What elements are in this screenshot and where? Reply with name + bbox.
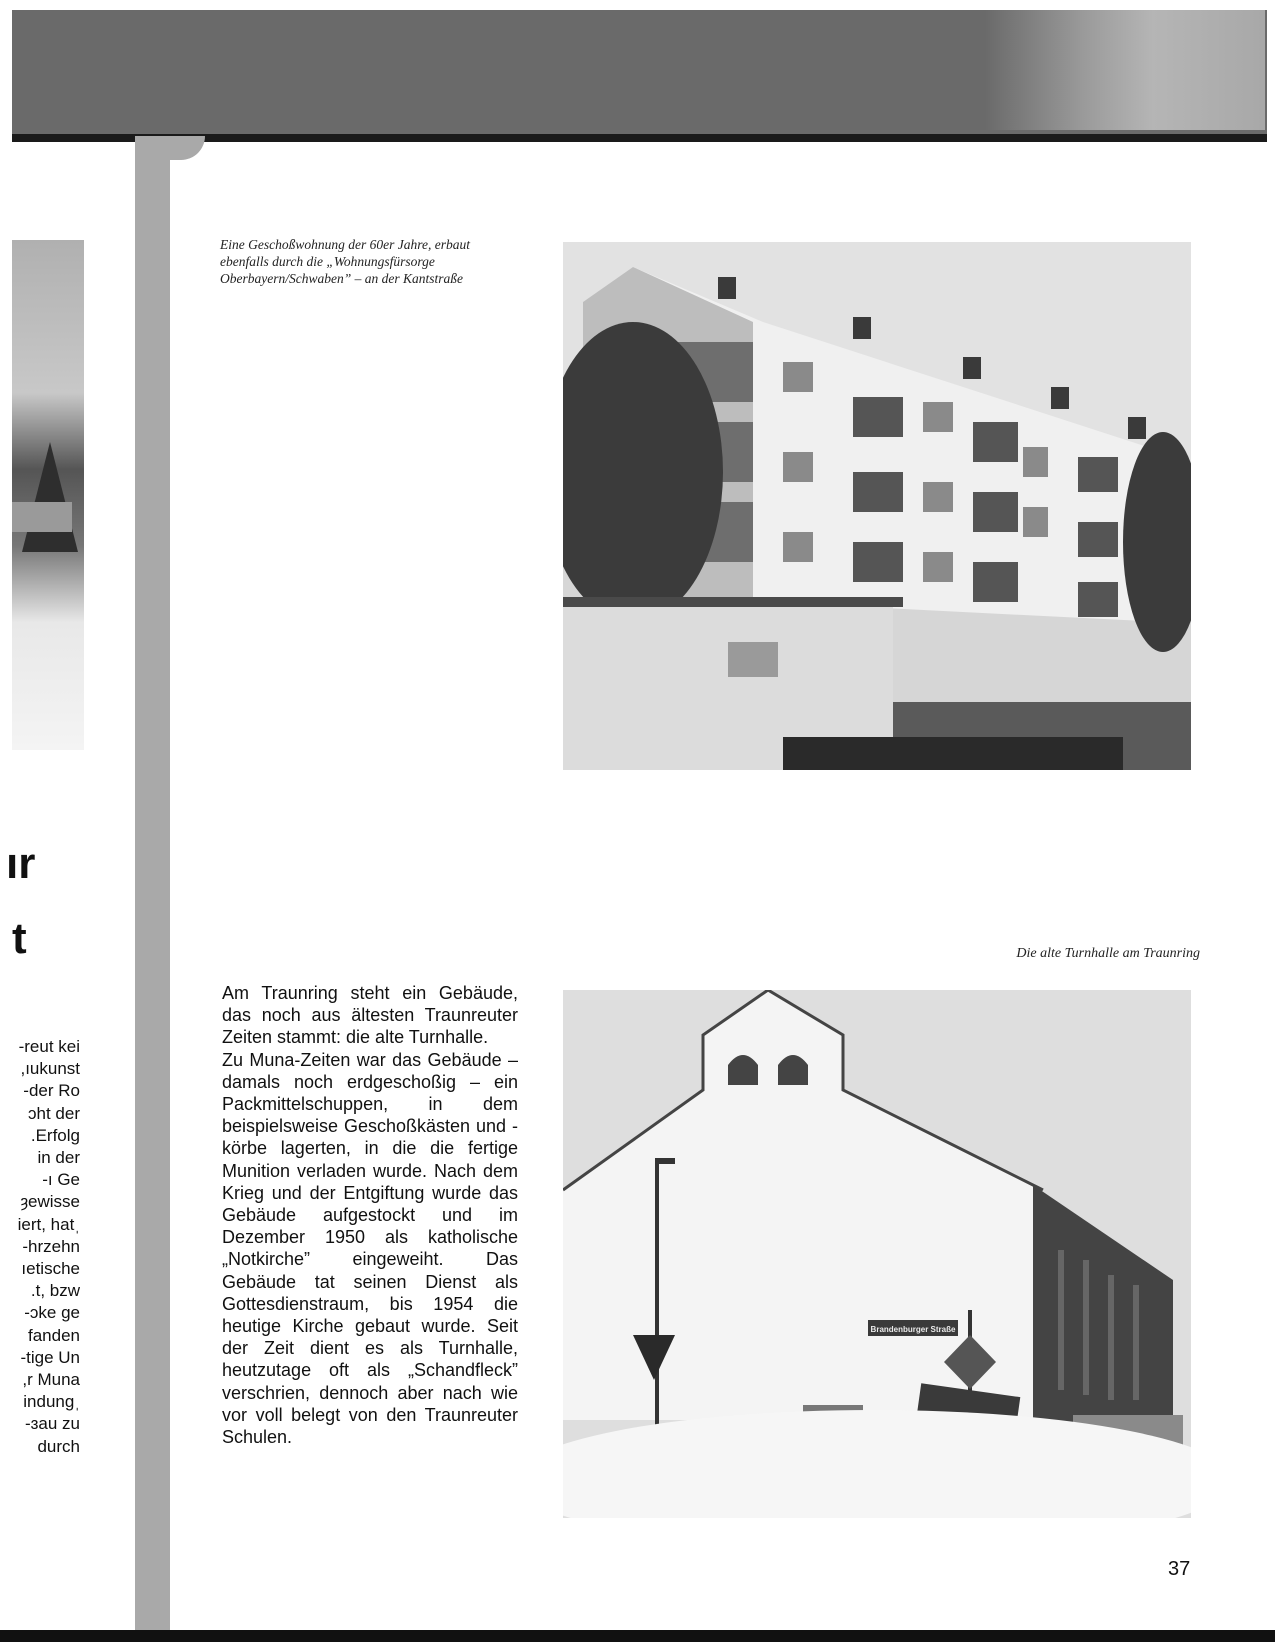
- old-gym-illustration: [563, 990, 1191, 1518]
- previous-page-heading-line1: ır: [6, 839, 36, 888]
- previous-page-line: fanden: [28, 1325, 80, 1345]
- previous-page-line: hrzehn-: [22, 1236, 80, 1256]
- previous-page-photo-roof: [12, 502, 72, 532]
- apartment-building-photo: [563, 242, 1191, 770]
- article-body: [222, 982, 518, 1448]
- previous-page-photo-tree: [22, 442, 78, 552]
- top-scan-band-highlight: [985, 10, 1265, 130]
- previous-page-line: t, bzw.: [30, 1281, 80, 1301]
- binding-gutter: [135, 142, 170, 1632]
- previous-page-line: durch: [37, 1436, 80, 1456]
- previous-page-text: [12, 1036, 80, 1458]
- previous-page-line: ıukunst,: [20, 1059, 80, 1079]
- body-paragraph: Am Traunring steht ein Gebäude, das noch aus ältesten Traunreuter Zeiten stammt: die alte Turnhalle.: [222, 983, 518, 1048]
- gym-photo-caption: Die alte Turnhalle am Traunring: [1016, 946, 1200, 961]
- previous-page-line: in der: [37, 1148, 80, 1168]
- bottom-rule: [0, 1630, 1275, 1642]
- previous-page-line: ɔke ge-: [24, 1303, 80, 1323]
- apartment-photo-caption: Eine Geschoßwohnung der 60er Jahre, erbaut ebenfalls durch die „Wohnungsfürsorge Oberbayern/Schwaben” – an der Kantstraße: [220, 237, 470, 286]
- previous-page-line: r Muna,: [22, 1370, 80, 1390]
- body-paragraph: Zu Muna-Zeiten war das Gebäude – damals noch erdgeschoßig – ein Packmittelschuppen, in dem beispielsweise Geschoßkästen und -körbe lagerten, in die die fertige Munition verladen wurde. Nach dem Krieg und der Entgiftung wurde das Gebäude aufgestockt und im Dezember 1950 als katholische „Notkirche” eingeweiht. Das Gebäude tat seinen Dienst als Gottesdienstraum, bis 1954 die heutige Kirche gebaut wurde. Seit der Zeit dient es als Turnhalle, heutzutage oft als „Schandfleck” verschrien, dennoch aber nach wie vor voll belegt von den Traunreuter Schulen.: [222, 1049, 518, 1448]
- previous-page-line: ȝewisse: [20, 1192, 80, 1212]
- page-number: 37: [1168, 1558, 1191, 1580]
- old-gym-photo: [563, 990, 1191, 1518]
- previous-page-line: Erfolg.: [30, 1125, 80, 1145]
- previous-page-sliver: [0, 142, 136, 1632]
- previous-page-line: ˌindung: [23, 1392, 80, 1412]
- street-sign-label: Brandenburger Straße: [870, 1325, 956, 1334]
- previous-page-line: ıetische: [21, 1259, 80, 1279]
- previous-page-line: der Ro-: [23, 1081, 80, 1101]
- previous-page-line: ɔht der: [28, 1103, 80, 1123]
- previous-page-line: ı Ge-: [42, 1170, 80, 1190]
- apartment-building-illustration: [563, 242, 1191, 770]
- previous-page-line: reut kei-: [18, 1037, 80, 1056]
- previous-page-line: ˌiert, hat: [17, 1214, 80, 1234]
- previous-page-line: ɜau zu-: [24, 1414, 80, 1434]
- previous-page-line: tige Un-: [20, 1347, 80, 1367]
- previous-page-heading-line2: t: [12, 914, 27, 963]
